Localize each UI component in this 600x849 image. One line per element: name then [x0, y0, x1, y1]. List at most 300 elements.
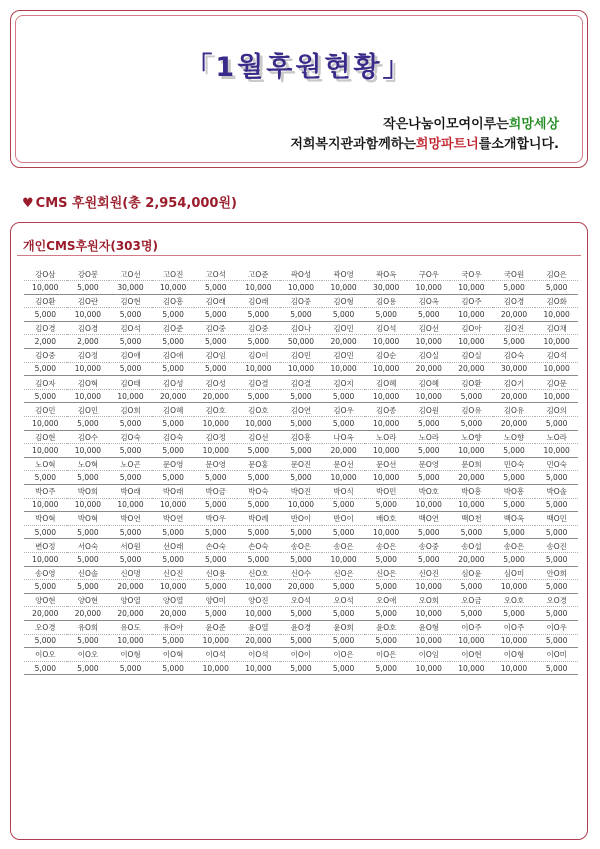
- donor-amount-cell: 5,000: [450, 607, 493, 621]
- donor-name-row: [24, 566, 578, 580]
- donor-name-cell: 백O천: [450, 512, 493, 526]
- donor-name-cell: 송O진: [535, 539, 578, 553]
- donor-name-cell: 양O진: [237, 593, 280, 607]
- donor-name-cell: 김O아: [450, 321, 493, 335]
- donor-name-cell: 박O주: [24, 485, 67, 499]
- donor-name-cell: 양O열: [152, 593, 195, 607]
- donor-name-cell: 박O흥: [493, 485, 536, 499]
- donor-amount-cell: 5,000: [407, 417, 450, 431]
- donor-amount-cell: 10,000: [407, 607, 450, 621]
- donor-amount-cell: 10,000: [365, 362, 408, 376]
- donor-name-cell: 박O숙: [237, 485, 280, 499]
- donor-amount-cell: 5,000: [450, 525, 493, 539]
- donor-name-cell: 김O석: [109, 321, 152, 335]
- donor-name-cell: 박O희: [67, 485, 110, 499]
- donor-amount-cell: 10,000: [365, 525, 408, 539]
- donor-amount-cell: 10,000: [407, 498, 450, 512]
- donor-name-cell: 노O혁: [24, 457, 67, 471]
- donor-name-cell: 박O호: [407, 485, 450, 499]
- donor-name-cell: 이O은: [365, 648, 408, 662]
- donor-name-cell: 노O라: [407, 430, 450, 444]
- donor-amount-cell: 10,000: [365, 471, 408, 485]
- donor-amount-cell: 5,000: [237, 471, 280, 485]
- donor-amount-row: [24, 471, 578, 485]
- donor-amount-cell: 5,000: [493, 444, 536, 458]
- donor-name-cell: 김O순: [365, 349, 408, 363]
- donor-amount-cell: 20,000: [152, 389, 195, 403]
- donor-name-cell: 신O진: [152, 566, 195, 580]
- donor-name-cell: 오O금: [450, 593, 493, 607]
- donor-amount-cell: 10,000: [322, 281, 365, 295]
- donor-amount-cell: 5,000: [535, 498, 578, 512]
- donor-name-cell: 문O선: [365, 457, 408, 471]
- donor-name-row: [24, 593, 578, 607]
- donor-name-cell: 고O석: [194, 267, 237, 281]
- donor-amount-cell: 20,000: [24, 607, 67, 621]
- donor-amount-cell: 5,000: [280, 417, 323, 431]
- donor-amount-cell: 5,000: [322, 661, 365, 675]
- donor-name-cell: 김O문: [535, 376, 578, 390]
- donor-amount-cell: 5,000: [237, 525, 280, 539]
- donor-name-cell: 문O진: [280, 457, 323, 471]
- donor-amount-cell: 5,000: [535, 580, 578, 594]
- donor-amount-cell: 5,000: [152, 308, 195, 322]
- donor-amount-cell: 5,000: [322, 607, 365, 621]
- donor-amount-cell: 5,000: [280, 552, 323, 566]
- donor-name-row: [24, 430, 578, 444]
- donor-amount-cell: 5,000: [493, 335, 536, 349]
- donor-amount-cell: 2,000: [24, 335, 67, 349]
- donor-amount-cell: 10,000: [67, 444, 110, 458]
- donor-amount-cell: 5,000: [67, 552, 110, 566]
- donor-name-cell: 신O호: [237, 566, 280, 580]
- donor-name-cell: 박O연: [152, 512, 195, 526]
- donor-amount-cell: 5,000: [535, 281, 578, 295]
- donor-name-cell: 노O라: [365, 430, 408, 444]
- donor-name-cell: 신O은: [365, 566, 408, 580]
- donor-amount-cell: 5,000: [493, 471, 536, 485]
- donor-amount-cell: 30,000: [109, 281, 152, 295]
- donor-amount-cell: 5,000: [24, 580, 67, 594]
- donor-name-cell: 이O오: [67, 648, 110, 662]
- donor-name-cell: 김O유: [493, 403, 536, 417]
- donor-name-cell: 김O숙: [493, 349, 536, 363]
- donor-name-cell: 반O이: [280, 512, 323, 526]
- donor-name-cell: 김O의: [535, 403, 578, 417]
- donor-amount-cell: 5,000: [152, 444, 195, 458]
- donor-name-cell: 김O호: [237, 403, 280, 417]
- donor-amount-cell: 10,000: [493, 661, 536, 675]
- donor-amount-cell: 5,000: [365, 634, 408, 648]
- donor-amount-cell: 5,000: [109, 335, 152, 349]
- donor-name-cell: 양O열: [109, 593, 152, 607]
- donor-table-body: [24, 267, 578, 675]
- donor-name-cell: 박O우: [194, 512, 237, 526]
- donor-amount-row: [24, 308, 578, 322]
- donor-amount-cell: 5,000: [194, 281, 237, 295]
- donor-name-row: [24, 648, 578, 662]
- donor-amount-cell: 30,000: [493, 362, 536, 376]
- donor-amount-cell: 5,000: [535, 634, 578, 648]
- donor-name-cell: 이O석: [194, 648, 237, 662]
- donor-name-cell: 김O성: [152, 376, 195, 390]
- donor-amount-cell: 5,000: [194, 471, 237, 485]
- donor-name-cell: 김O애: [152, 349, 195, 363]
- donor-name-cell: 김O결: [237, 376, 280, 390]
- donor-amount-cell: 5,000: [535, 525, 578, 539]
- donor-name-cell: 노O혁: [67, 457, 110, 471]
- donor-name-row: [24, 349, 578, 363]
- donor-amount-cell: 5,000: [24, 308, 67, 322]
- donor-amount-cell: 10,000: [237, 661, 280, 675]
- donor-amount-cell: 2,000: [67, 335, 110, 349]
- donor-name-cell: 김O석: [365, 321, 408, 335]
- donor-name-cell: 민O숙: [493, 457, 536, 471]
- intro-line-2: [290, 133, 559, 152]
- donor-name-cell: 김O민: [280, 349, 323, 363]
- donor-name-cell: 민O숙: [535, 457, 578, 471]
- donor-amount-cell: 5,000: [280, 471, 323, 485]
- donor-amount-cell: 5,000: [109, 417, 152, 431]
- donor-name-cell: 이O주: [450, 620, 493, 634]
- donor-amount-cell: 5,000: [535, 417, 578, 431]
- intro-line-2-text: 저희복지관과함께하는: [290, 137, 416, 152]
- donor-name-cell: 김O숙: [109, 430, 152, 444]
- donor-name-cell: 윤O희: [322, 620, 365, 634]
- intro-line-1: [383, 113, 559, 132]
- donor-name-cell: 윤O경: [280, 620, 323, 634]
- donor-amount-cell: 10,000: [322, 471, 365, 485]
- donor-name-cell: 송O영: [24, 566, 67, 580]
- donor-name-cell: 박O래: [109, 485, 152, 499]
- donor-amount-cell: 5,000: [237, 335, 280, 349]
- donor-amount-cell: 5,000: [535, 471, 578, 485]
- donor-amount-cell: 5,000: [109, 525, 152, 539]
- donor-name-cell: 노O곤: [109, 457, 152, 471]
- donor-name-cell: 김O자: [24, 376, 67, 390]
- intro-line-1-text: 작은나눔이모여이루는: [383, 117, 509, 132]
- donor-list-title: 개인CMS후원자(303명): [23, 239, 158, 253]
- donor-amount-cell: 20,000: [493, 308, 536, 322]
- donor-amount-cell: 5,000: [535, 661, 578, 675]
- donor-name-cell: 김O혁: [67, 376, 110, 390]
- donor-name-row: [24, 485, 578, 499]
- donor-name-cell: 강O삼: [24, 267, 67, 281]
- donor-amount-cell: 10,000: [365, 389, 408, 403]
- donor-amount-cell: 10,000: [450, 308, 493, 322]
- donor-amount-cell: 5,000: [280, 525, 323, 539]
- donor-amount-row: [24, 580, 578, 594]
- donor-amount-cell: 5,000: [280, 661, 323, 675]
- donor-name-cell: 김O현: [24, 430, 67, 444]
- donor-amount-row: [24, 525, 578, 539]
- donor-name-cell: 김O태: [109, 376, 152, 390]
- donor-amount-cell: 10,000: [24, 417, 67, 431]
- donor-name-cell: 김O중: [194, 321, 237, 335]
- divider: [17, 255, 581, 256]
- donor-name-cell: 김O이: [237, 349, 280, 363]
- donor-amount-cell: 5,000: [24, 389, 67, 403]
- donor-name-cell: 김O래: [194, 294, 237, 308]
- donor-amount-cell: 5,000: [407, 308, 450, 322]
- donor-amount-cell: 20,000: [322, 444, 365, 458]
- donor-amount-cell: 5,000: [280, 308, 323, 322]
- donor-amount-cell: 10,000: [24, 552, 67, 566]
- donor-amount-cell: 5,000: [24, 525, 67, 539]
- donor-name-cell: 오O석: [280, 593, 323, 607]
- donor-name-cell: 노O향: [450, 430, 493, 444]
- donor-amount-cell: 5,000: [152, 362, 195, 376]
- donor-amount-cell: 20,000: [493, 417, 536, 431]
- donor-name-cell: 서O원: [109, 539, 152, 553]
- donor-amount-cell: 10,000: [535, 362, 578, 376]
- donor-amount-cell: 5,000: [322, 634, 365, 648]
- donor-amount-cell: 10,000: [152, 498, 195, 512]
- donor-amount-cell: 10,000: [365, 417, 408, 431]
- donor-name-cell: 양O현: [67, 593, 110, 607]
- donor-name-cell: 이O미: [535, 648, 578, 662]
- donor-name-cell: 김O채: [535, 321, 578, 335]
- donor-amount-cell: 5,000: [152, 417, 195, 431]
- donor-name-cell: 송O은: [493, 539, 536, 553]
- donor-amount-cell: 5,000: [194, 308, 237, 322]
- donor-name-cell: 김O임: [194, 349, 237, 363]
- donor-amount-row: [24, 607, 578, 621]
- donor-name-cell: 안O희: [535, 566, 578, 580]
- donor-name-cell: 양O미: [194, 593, 237, 607]
- donor-amount-cell: 5,000: [194, 580, 237, 594]
- donor-name-cell: 유O희: [67, 620, 110, 634]
- donor-name-cell: 박O솔: [535, 485, 578, 499]
- donor-amount-cell: 5,000: [407, 525, 450, 539]
- donor-name-cell: 김O경: [24, 321, 67, 335]
- donor-name-cell: 박O흥: [450, 485, 493, 499]
- donor-name-cell: 김O민: [24, 403, 67, 417]
- donor-name-cell: 문O영: [407, 457, 450, 471]
- donor-amount-cell: 10,000: [152, 580, 195, 594]
- donor-amount-cell: 5,000: [67, 580, 110, 594]
- donor-name-cell: 이O이: [280, 648, 323, 662]
- donor-name-cell: 신O진: [407, 566, 450, 580]
- donor-name-cell: 박O례: [237, 512, 280, 526]
- donor-amount-cell: 5,000: [24, 471, 67, 485]
- donor-name-cell: 김O흥: [152, 294, 195, 308]
- donor-amount-cell: 5,000: [237, 444, 280, 458]
- donor-name-cell: 김O숙: [152, 430, 195, 444]
- donor-name-cell: 이O은: [322, 648, 365, 662]
- donor-name-row: [24, 512, 578, 526]
- donor-amount-cell: 10,000: [322, 552, 365, 566]
- donor-amount-cell: 10,000: [67, 498, 110, 512]
- donor-amount-cell: 5,000: [450, 580, 493, 594]
- donor-name-cell: 김O혜: [407, 376, 450, 390]
- donor-name-cell: 손O숙: [194, 539, 237, 553]
- donor-amount-cell: 10,000: [237, 607, 280, 621]
- donor-amount-cell: 10,000: [450, 661, 493, 675]
- donor-name-row: [24, 457, 578, 471]
- donor-amount-cell: 10,000: [450, 498, 493, 512]
- donor-name-cell: 이O형: [493, 648, 536, 662]
- donor-amount-cell: 5,000: [365, 498, 408, 512]
- donor-amount-cell: 20,000: [109, 607, 152, 621]
- donor-amount-cell: 5,000: [67, 471, 110, 485]
- donor-name-row: [24, 267, 578, 281]
- donor-name-cell: 김O우: [322, 403, 365, 417]
- donor-amount-cell: 5,000: [493, 607, 536, 621]
- donor-name-cell: 신O명: [109, 566, 152, 580]
- donor-amount-cell: 10,000: [450, 634, 493, 648]
- donor-name-cell: 윤O형: [407, 620, 450, 634]
- intro-line-2-highlight: 희망파트너: [415, 137, 479, 152]
- donor-amount-row: [24, 281, 578, 295]
- donor-name-cell: 나O옥: [322, 430, 365, 444]
- donor-name-cell: 김O수: [67, 430, 110, 444]
- donor-amount-cell: 20,000: [450, 362, 493, 376]
- donor-amount-cell: 10,000: [535, 389, 578, 403]
- donor-name-cell: 김O중: [24, 349, 67, 363]
- donor-amount-cell: 5,000: [109, 308, 152, 322]
- donor-amount-cell: 5,000: [365, 580, 408, 594]
- donor-name-cell: 박O식: [322, 485, 365, 499]
- donor-amount-cell: 10,000: [535, 444, 578, 458]
- donor-name-cell: 고O준: [237, 267, 280, 281]
- donor-amount-cell: 10,000: [322, 362, 365, 376]
- donor-amount-cell: 5,000: [280, 607, 323, 621]
- donor-amount-cell: 10,000: [407, 580, 450, 594]
- donor-name-cell: 김O경: [493, 294, 536, 308]
- donor-amount-cell: 5,000: [237, 308, 280, 322]
- donor-amount-cell: 10,000: [365, 335, 408, 349]
- donor-amount-row: [24, 444, 578, 458]
- donor-amount-cell: 10,000: [194, 661, 237, 675]
- donor-name-cell: 반O이: [322, 512, 365, 526]
- donor-amount-cell: 10,000: [450, 444, 493, 458]
- donor-amount-cell: 5,000: [493, 498, 536, 512]
- donor-amount-cell: 10,000: [194, 417, 237, 431]
- donor-amount-cell: 5,000: [535, 552, 578, 566]
- cms-summary-text: CMS 후원회원(총 2,954,000원): [35, 196, 237, 211]
- donor-name-cell: 백O연: [407, 512, 450, 526]
- donor-amount-cell: 5,000: [322, 389, 365, 403]
- donor-name-cell: 유O아: [152, 620, 195, 634]
- donor-name-cell: 심O미: [493, 566, 536, 580]
- donor-amount-cell: 5,000: [109, 362, 152, 376]
- header-box: [10, 10, 588, 168]
- donor-name-cell: 김O환: [450, 376, 493, 390]
- donor-amount-cell: 5,000: [152, 335, 195, 349]
- donor-amount-cell: 5,000: [152, 661, 195, 675]
- donor-name-cell: 송O은: [280, 539, 323, 553]
- donor-amount-cell: 5,000: [24, 661, 67, 675]
- donor-amount-cell: 20,000: [194, 389, 237, 403]
- donor-name-cell: 김O호: [194, 403, 237, 417]
- donor-name-cell: 김O래: [237, 294, 280, 308]
- donor-amount-cell: 5,000: [152, 471, 195, 485]
- donor-amount-cell: 5,000: [450, 417, 493, 431]
- donor-name-cell: 김O진: [493, 321, 536, 335]
- donor-amount-cell: 5,000: [322, 580, 365, 594]
- donor-name-cell: 이O혁: [152, 648, 195, 662]
- donor-list-box: [10, 222, 588, 840]
- donor-amount-cell: 5,000: [407, 471, 450, 485]
- donor-name-cell: 김O은: [535, 267, 578, 281]
- donor-amount-cell: 10,000: [194, 634, 237, 648]
- donor-name-cell: 이O형: [109, 648, 152, 662]
- donor-amount-row: [24, 362, 578, 376]
- donor-amount-cell: 10,000: [407, 661, 450, 675]
- donor-amount-cell: 10,000: [109, 389, 152, 403]
- donor-amount-cell: 5,000: [194, 335, 237, 349]
- donor-amount-cell: 5,000: [280, 634, 323, 648]
- donor-amount-cell: 5,000: [24, 362, 67, 376]
- donor-amount-cell: 30,000: [365, 281, 408, 295]
- donor-amount-cell: 5,000: [237, 552, 280, 566]
- donor-name-cell: 김O석: [535, 349, 578, 363]
- donor-name-cell: 유O도: [109, 620, 152, 634]
- donor-name-cell: 강O봉: [67, 267, 110, 281]
- donor-name-cell: 박O래: [152, 485, 195, 499]
- donor-name-cell: 김O정: [67, 349, 110, 363]
- donor-amount-cell: 5,000: [493, 552, 536, 566]
- donor-amount-cell: 5,000: [365, 308, 408, 322]
- donor-name-cell: 김O희: [109, 403, 152, 417]
- donor-amount-cell: 5,000: [365, 661, 408, 675]
- donor-amount-row: [24, 335, 578, 349]
- donor-name-cell: 김O민: [322, 321, 365, 335]
- donor-name-cell: 손O숙: [237, 539, 280, 553]
- donor-amount-row: [24, 552, 578, 566]
- donor-name-cell: 윤O준: [194, 620, 237, 634]
- donor-name-cell: 오O경: [24, 620, 67, 634]
- donor-name-cell: 신O용: [194, 566, 237, 580]
- donor-name-cell: 김O선: [407, 321, 450, 335]
- donor-name-cell: 구O우: [407, 267, 450, 281]
- donor-amount-cell: 5,000: [535, 607, 578, 621]
- donor-name-cell: 김O지: [322, 376, 365, 390]
- donor-amount-cell: 5,000: [407, 444, 450, 458]
- donor-name-row: [24, 321, 578, 335]
- donor-amount-cell: 20,000: [407, 362, 450, 376]
- donor-amount-cell: 20,000: [322, 335, 365, 349]
- donor-amount-cell: 10,000: [237, 281, 280, 295]
- donor-amount-cell: 20,000: [493, 389, 536, 403]
- donor-amount-cell: 20,000: [109, 580, 152, 594]
- donor-name-cell: 김O준: [152, 321, 195, 335]
- donor-amount-cell: 10,000: [24, 281, 67, 295]
- donor-amount-cell: 10,000: [450, 281, 493, 295]
- donor-name-cell: 김O선: [237, 430, 280, 444]
- donor-name-cell: 김O혜: [365, 376, 408, 390]
- donor-name-row: [24, 403, 578, 417]
- donor-amount-cell: 10,000: [24, 498, 67, 512]
- donor-amount-cell: 50,000: [280, 335, 323, 349]
- donor-name-cell: 김O원: [407, 403, 450, 417]
- donor-name-cell: 김O혜: [152, 403, 195, 417]
- donor-name-cell: 곽O옥: [365, 267, 408, 281]
- donor-amount-cell: 5,000: [280, 389, 323, 403]
- donor-amount-cell: 10,000: [67, 389, 110, 403]
- donor-name-cell: 국O우: [450, 267, 493, 281]
- donor-amount-cell: 5,000: [152, 552, 195, 566]
- donor-name-cell: 곽O영: [322, 267, 365, 281]
- donor-amount-cell: 10,000: [194, 444, 237, 458]
- donor-name-cell: 오O호: [493, 593, 536, 607]
- donor-amount-cell: 5,000: [152, 525, 195, 539]
- donor-amount-cell: 10,000: [535, 335, 578, 349]
- donor-name-cell: 문O영: [152, 457, 195, 471]
- donor-name-cell: 김O중: [237, 321, 280, 335]
- donor-amount-cell: 5,000: [237, 498, 280, 512]
